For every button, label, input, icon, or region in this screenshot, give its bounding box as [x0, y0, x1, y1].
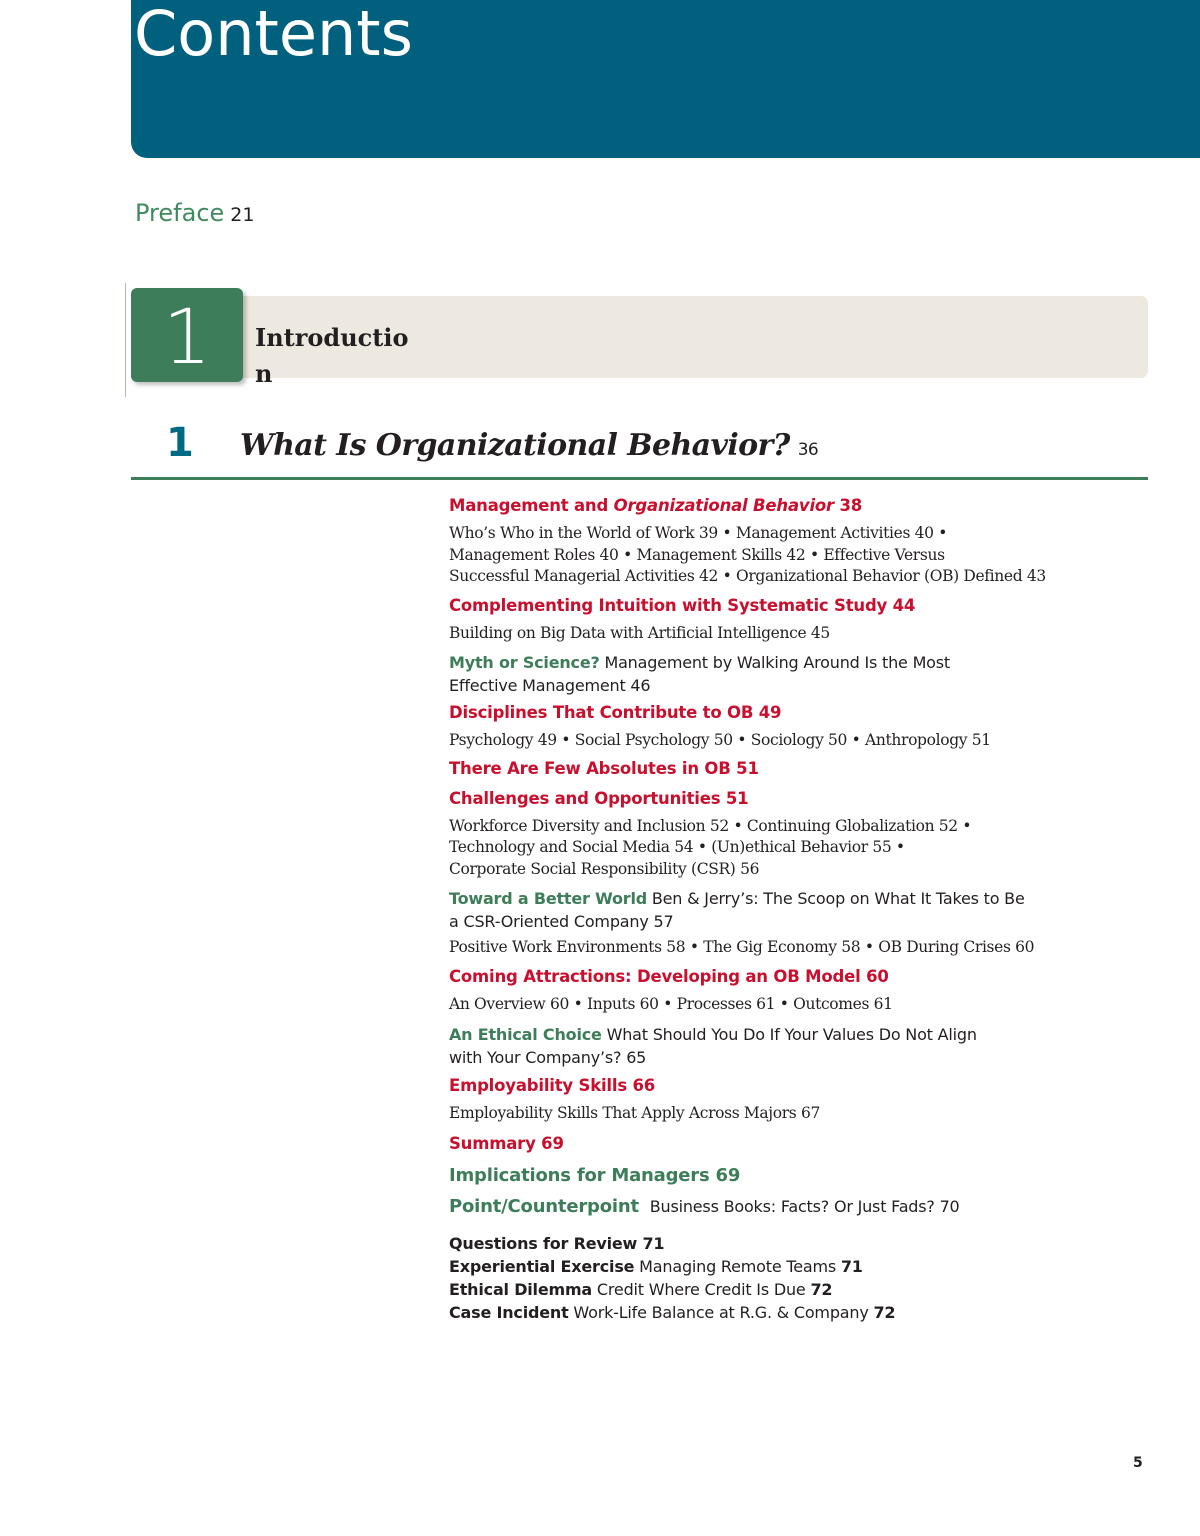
section-heading[interactable]: There Are Few Absolutes in OB 51 [449, 758, 759, 778]
end-item[interactable] [449, 1255, 1139, 1278]
section-heading[interactable] [449, 495, 1139, 517]
myth-or-science-feature[interactable] [449, 651, 1139, 697]
feature-text: Management by Walking Around Is the Most [599, 653, 950, 672]
subsection-line: Who’s Who in the World of Work 39 • Management Activities 40 • [449, 524, 948, 542]
end-item[interactable] [449, 1278, 1139, 1301]
page-number: 5 [1133, 1455, 1143, 1471]
subsection-line: Successful Managerial Activities 42 • Organizational Behavior (OB) Defined 43 [449, 567, 1046, 585]
preface-label: Preface [135, 199, 225, 227]
toward-a-better-world-feature[interactable] [449, 887, 1139, 933]
subsection-line: Workforce Diversity and Inclusion 52 • Continuing Globalization 52 • [449, 816, 972, 835]
feature-label: Myth or Science? [449, 653, 600, 672]
subsection-line: Employability Skills That Apply Across Majors 67 [449, 1104, 821, 1122]
part-number: 1 [162, 292, 212, 381]
section-heading-italic: Organizational Behavior [613, 496, 834, 515]
preface-entry[interactable] [135, 199, 254, 227]
section-heading-text: Management and [449, 496, 614, 515]
feature-text: with Your Company’s? 65 [449, 1048, 647, 1067]
section-heading[interactable]: Disciplines That Contribute to OB 49 [449, 703, 782, 722]
end-item-page: 72 [810, 1279, 833, 1299]
part-title: Introductio n [255, 323, 409, 388]
chapter-title: What Is Organizational Behavior? [240, 428, 790, 463]
feature-label: An Ethical Choice [449, 1025, 602, 1044]
subsection-line: Technology and Social Media 54 • (Un)ethical Behavior 55 • [449, 838, 905, 856]
end-item-label: Ethical Dilemma [449, 1279, 593, 1299]
implications-for-managers[interactable]: Implications for Managers 69 [449, 1164, 741, 1186]
subsection-line: Positive Work Environments 58 • The Gig Economy 58 • OB During Crises 60 [449, 938, 1035, 956]
preface-page: 21 [230, 204, 255, 226]
part-divider-line [125, 283, 126, 397]
section-heading[interactable]: Complementing Intuition with Systematic Study 44 [449, 595, 916, 615]
section-heading[interactable]: Summary 69 [449, 1133, 564, 1153]
end-item-text: Work-Life Balance at R.G. & Company [568, 1302, 874, 1322]
section-heading[interactable]: Employability Skills 66 [449, 1076, 656, 1095]
chapter-number: 1 [166, 420, 194, 466]
feature-text: What Should You Do If Your Values Do Not Align [601, 1025, 977, 1044]
end-item-label: Questions for Review 71 [449, 1233, 665, 1253]
section-heading-page: 38 [833, 496, 863, 515]
section-heading[interactable]: Coming Attractions: Developing an OB Model 60 [449, 966, 889, 986]
feature-text: a CSR-Oriented Company 57 [449, 912, 674, 931]
chapter-page: 36 [797, 440, 819, 460]
end-of-chapter-list [449, 1232, 1139, 1324]
point-counterpoint-entry[interactable] [449, 1194, 1139, 1220]
feature-text: Effective Management 46 [449, 676, 651, 695]
feature-label: Toward a Better World [449, 889, 647, 908]
end-item-page: 71 [840, 1256, 863, 1276]
feature-text: Ben & Jerry’s: The Scoop on What It Takes to Be [647, 889, 1025, 908]
end-item[interactable] [449, 1232, 1139, 1255]
end-item[interactable] [449, 1301, 1139, 1324]
end-item-page: 72 [873, 1302, 896, 1322]
page-title: Contents [134, 0, 413, 70]
ethical-choice-feature[interactable] [449, 1023, 1139, 1069]
subsection-line: Psychology 49 • Social Psychology 50 • Sociology 50 • Anthropology 51 [449, 731, 991, 749]
section-heading[interactable]: Challenges and Opportunities 51 [449, 788, 749, 808]
end-item-label: Experiential Exercise [449, 1256, 635, 1276]
end-item-text: Credit Where Credit Is Due [592, 1279, 811, 1299]
subsection-line: Corporate Social Responsibility (CSR) 56 [449, 859, 760, 878]
end-item-text: Managing Remote Teams [634, 1256, 841, 1276]
chapter-rule [131, 477, 1148, 480]
subsection-line: Management Roles 40 • Management Skills 42 • Effective Versus [449, 545, 945, 564]
feature-text: Business Books: Facts? Or Just Fads? 70 [644, 1196, 960, 1216]
chapter-title-entry[interactable] [240, 428, 818, 463]
subsection-line: An Overview 60 • Inputs 60 • Processes 61 • Outcomes 61 [449, 994, 893, 1013]
end-item-label: Case Incident [449, 1302, 569, 1322]
feature-label: Point/Counterpoint [449, 1195, 639, 1217]
subsection-line: Building on Big Data with Artificial Intelligence 45 [449, 623, 830, 642]
toc-entries [449, 495, 1139, 1324]
